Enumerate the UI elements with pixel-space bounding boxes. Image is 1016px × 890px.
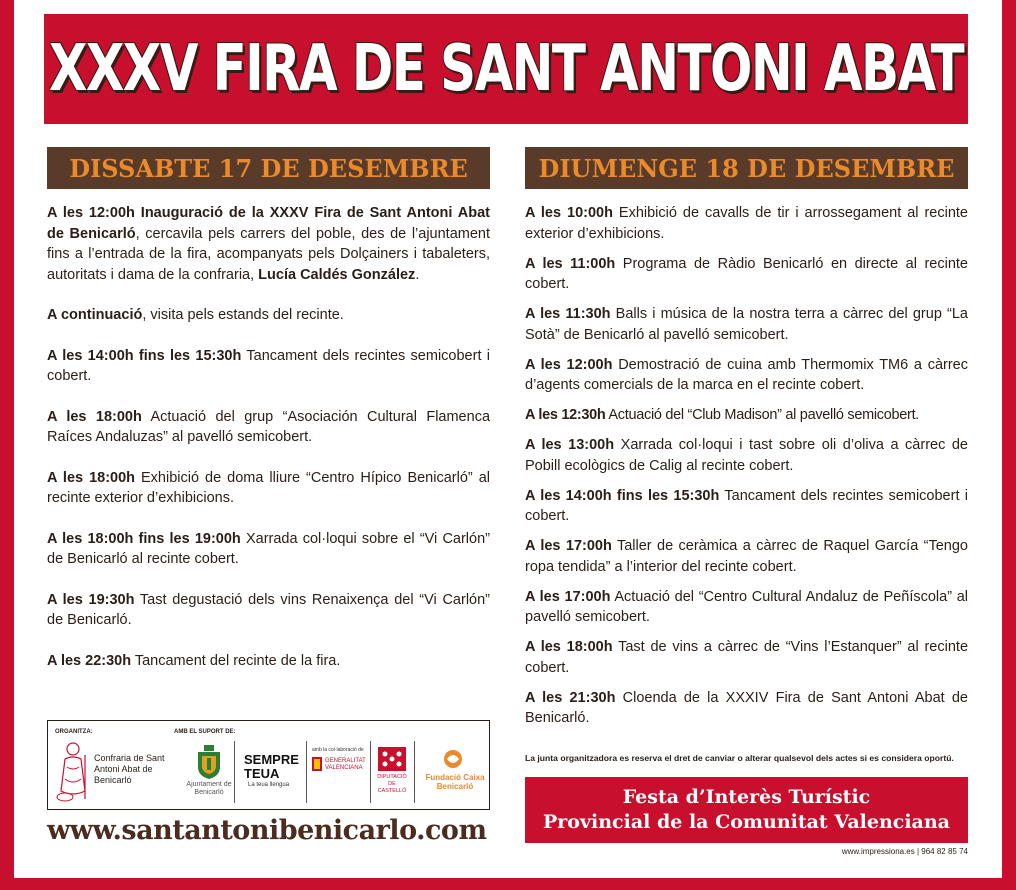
event-text: Tancament dels recintes semicobert i cobert. [47, 347, 490, 384]
teua-subtitle: La teua llengua [248, 782, 290, 788]
generalitat-icon [312, 757, 322, 771]
event-item [525, 355, 968, 396]
event-time: A les 13:00h [525, 437, 615, 453]
event-text: Exhibició de cavalls de tir i arrossegament al recinte exterior d’exhibicions. [525, 205, 968, 242]
event-time: A les 19:30h [47, 591, 135, 608]
event-text: , visita pels estands del recinte. [142, 307, 344, 323]
organizers-notice: La junta organitzadora es reserva el dret de canviar o alterar qualsevol dels actes si es considera oportú. [525, 753, 954, 763]
event-text: Actuació del “Club Madison” al pavelló semicobert. [605, 407, 920, 423]
fundacio-icon [442, 749, 464, 769]
event-item [47, 346, 490, 387]
festa-line-1: Festa d’Interès Turístic [622, 786, 871, 808]
event-time: A les 11:30h [525, 306, 611, 322]
sempre-text: SEMPRE [244, 752, 299, 767]
event-item [47, 407, 490, 448]
event-item [525, 587, 968, 628]
page-title: XXXV FIRA DE SANT ANTONI ABAT [48, 32, 964, 106]
event-item [525, 536, 968, 577]
divider [414, 741, 415, 803]
saint-figure-icon [55, 741, 91, 803]
event-item [525, 203, 968, 244]
sunday-header: DIUMENGE 18 DE DESEMBRE [525, 147, 968, 189]
teua-text: TEUA [244, 766, 280, 781]
website-url[interactable]: www.santantonibenicarlo.com [47, 815, 487, 846]
event-text: Actuació del grup “Asociación Cultural Flamenca Raíces Andaluzas” al pavelló semicobert. [47, 408, 491, 445]
event-item [525, 304, 968, 345]
suport-label: AMB EL SUPORT DE: [174, 729, 236, 735]
frame-left [0, 0, 14, 890]
event-dama: Lucía Caldés González [258, 266, 416, 283]
event-text: Exhibició de doma lliure “Centro Hípico Benicarló” al recinte exterior d’exhibicions. [47, 469, 490, 506]
diputacio-icon [378, 747, 406, 771]
event-text: Demostració de cuina amb Thermomix TM6 a càrrec d’agents comercials de la marca en el recinte cobert. [525, 356, 968, 393]
collaboracio-label: amb la col·laboració de [312, 747, 364, 753]
event-item [47, 203, 490, 285]
printer-credit: www.impressiona.es | 964 82 85 74 [841, 847, 968, 856]
divider [306, 741, 307, 803]
event-time: A les 18:00h fins les 19:00h [47, 530, 241, 547]
frame-right [1002, 0, 1016, 890]
generalitat-text: GENERALITAT VALENCIANA [325, 758, 366, 771]
event-item [47, 529, 490, 570]
sunday-column [525, 203, 968, 738]
fundacio-text: Fundació Caixa Benicarló [425, 773, 485, 791]
event-item [525, 637, 968, 678]
sempre-teua-logo [244, 753, 299, 781]
event-item [47, 590, 490, 631]
event-item [47, 651, 490, 672]
sponsors-box [47, 720, 490, 810]
event-time: A les 12:00h Inauguració de la XXXV Fira de Sant Antoni Abat de Benicarló [47, 205, 490, 242]
frame-bottom [0, 878, 1016, 890]
event-time: A les 22:30h [47, 652, 132, 669]
event-text: Tast degustació dels vins Renaixença del “Vi Carlón” de Benicarló. [47, 591, 490, 628]
event-tail: . [415, 266, 420, 283]
event-item [525, 254, 968, 295]
saturday-column [47, 203, 490, 691]
event-time: A les 18:00h [47, 408, 142, 425]
festa-banner [525, 777, 968, 843]
event-time: A les 11:00h [525, 255, 616, 272]
event-text: Tancament dels recintes semicobert i cobert. [525, 487, 968, 524]
saturday-header: DISSABTE 17 DE DESEMBRE [47, 147, 490, 189]
ajuntament-shield-icon [196, 745, 222, 779]
event-item [525, 688, 968, 729]
diputacio-text: DIPUTACIÓ DE CASTELLÓ [377, 774, 407, 794]
event-text: Cloenda de la XXXIV Fira de Sant Antoni Abat de Benicarló. [525, 689, 968, 726]
event-item [47, 305, 490, 326]
event-time: A les 17:00h [525, 538, 612, 554]
event-time: A les 17:00h [525, 588, 611, 605]
event-text: Balls i música de la nostra terra a càrrec del grup “La Sotà” de Benicarló al pavelló semicobert. [525, 306, 968, 343]
title-banner [44, 14, 968, 124]
event-text: Tast de vins a càrrec de “Vins l’Estanquer” al recinte cobert. [525, 639, 969, 676]
event-text: Xarrada col·loqui i tast sobre oli d’oliva a càrrec de Pobill ecològics de Calig al recinte cobert. [525, 437, 969, 474]
event-item [525, 405, 968, 426]
event-time: A les 14:00h fins les 15:30h [525, 487, 720, 504]
event-item [47, 468, 490, 509]
festa-line-2: Provincial de la Comunitat Valenciana [543, 811, 950, 833]
event-time: A les 12:30h [525, 407, 606, 423]
event-text: Xarrada col·loqui sobre el “Vi Carlón” de Benicarló al recinte cobert. [47, 530, 490, 567]
event-time: A les 10:00h [525, 205, 613, 221]
event-time: A les 14:00h fins les 15:30h [47, 347, 242, 364]
event-time: A les 12:00h [525, 356, 613, 373]
event-text: Tancament del recinte de la fira. [131, 652, 341, 669]
event-text: , cercavila pels carrers del poble, des de l’ajuntament fins a l’entrada de la fira, acompanyats pels Dolçainers i tabaleters, autoritats i dama de la confraria, [47, 225, 491, 283]
divider [234, 741, 235, 803]
event-time: A les 21:30h [525, 689, 616, 706]
organitza-label: ORGANITZA: [55, 729, 93, 735]
ajuntament-logo-text: Ajuntament de Benicarló [186, 781, 232, 796]
divider [370, 741, 371, 803]
event-time: A continuació [47, 307, 143, 323]
event-text: Taller de ceràmica a càrrec de Raquel García “Tengo ropa tendida” a l’interior del recinte cobert. [525, 538, 968, 575]
event-text: Actuació del “Centro Cultural Andaluz de Peñíscola” al pavelló semicobert. [525, 588, 969, 625]
confraria-logo-text: Confraria de Sant Antoni Abat de Benicarló [94, 753, 165, 785]
event-item [525, 486, 968, 527]
event-time: A les 18:00h [525, 639, 613, 655]
event-text: Programa de Ràdio Benicarló en directe al recinte cobert. [525, 255, 968, 292]
event-item [525, 435, 968, 476]
event-time: A les 18:00h [47, 469, 136, 486]
